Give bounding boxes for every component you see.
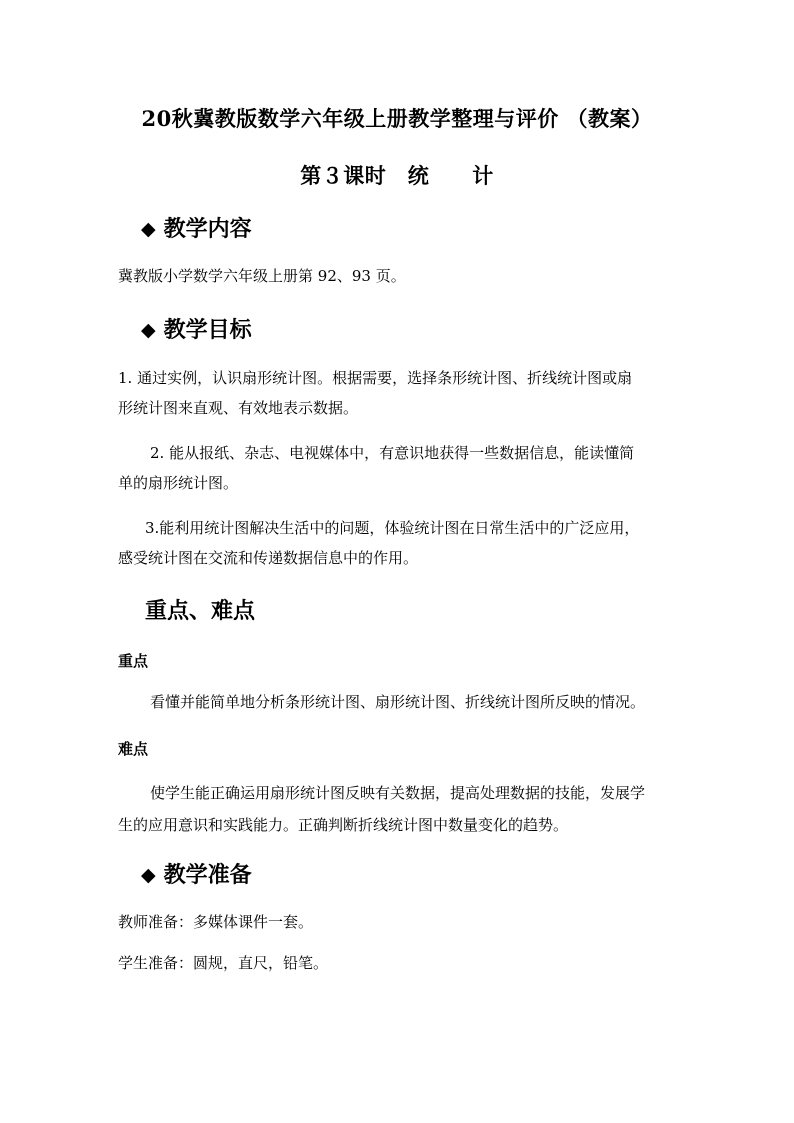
focus-label: 重点 bbox=[118, 652, 149, 670]
section-heading-label: 教学准备 bbox=[163, 862, 252, 888]
goal-item-3-line-1: 3.能利用统计图解决生活中的问题，体验统计图在日常生活中的广泛应用， bbox=[145, 519, 640, 537]
goal-item-1-line-2: 形统计图来直观、有效地表示数据。 bbox=[118, 399, 359, 417]
document-title: 20秋冀教版数学六年级上册教学整理与评价 （教案） bbox=[141, 106, 653, 131]
section-heading-label: 重点、难点 bbox=[145, 598, 256, 624]
lesson-title: 第３课时 统 计 bbox=[300, 163, 494, 188]
goal-item-2-line-2: 单的扇形统计图。 bbox=[118, 474, 239, 492]
teacher-preparation: 教师准备：多媒体课件一套。 bbox=[118, 913, 314, 931]
difficulty-line-2: 生的应用意识和实践能力。正确判断折线统计图中数量变化的趋势。 bbox=[118, 816, 569, 834]
difficulty-line-1: 使学生能正确运用扇形统计图反映有关数据，提高处理数据的技能，发展学 bbox=[150, 784, 646, 802]
section-heading-preparation bbox=[141, 858, 252, 889]
difficulty-label: 难点 bbox=[118, 740, 149, 758]
diamond-bullet-icon: ◆ bbox=[141, 218, 156, 240]
goal-item-2-line-1: 2. 能从报纸、杂志、电视媒体中，有意识地获得一些数据信息，能读懂简 bbox=[150, 444, 635, 462]
diamond-bullet-icon: ◆ bbox=[141, 319, 156, 341]
diamond-bullet-icon: ◆ bbox=[141, 864, 156, 886]
section-heading-label: 教学目标 bbox=[163, 317, 252, 343]
goal-item-3-line-2: 感受统计图在交流和传递数据信息中的作用。 bbox=[118, 549, 419, 567]
focus-paragraph: 看懂并能简单地分析条形统计图、扇形统计图、折线统计图所反映的情况。 bbox=[150, 693, 646, 711]
section-heading-goals bbox=[141, 313, 252, 344]
content-paragraph: 冀教版小学数学六年级上册第 92、93 页。 bbox=[118, 267, 406, 285]
section-heading-key-points bbox=[145, 594, 255, 625]
section-heading-content bbox=[141, 212, 252, 243]
section-heading-label: 教学内容 bbox=[163, 216, 252, 242]
student-preparation: 学生准备：圆规，直尺，铅笔。 bbox=[118, 954, 329, 972]
goal-item-1-line-1: 1. 通过实例，认识扇形统计图。根据需要，选择条形统计图、折线统计图或扇 bbox=[118, 369, 633, 387]
